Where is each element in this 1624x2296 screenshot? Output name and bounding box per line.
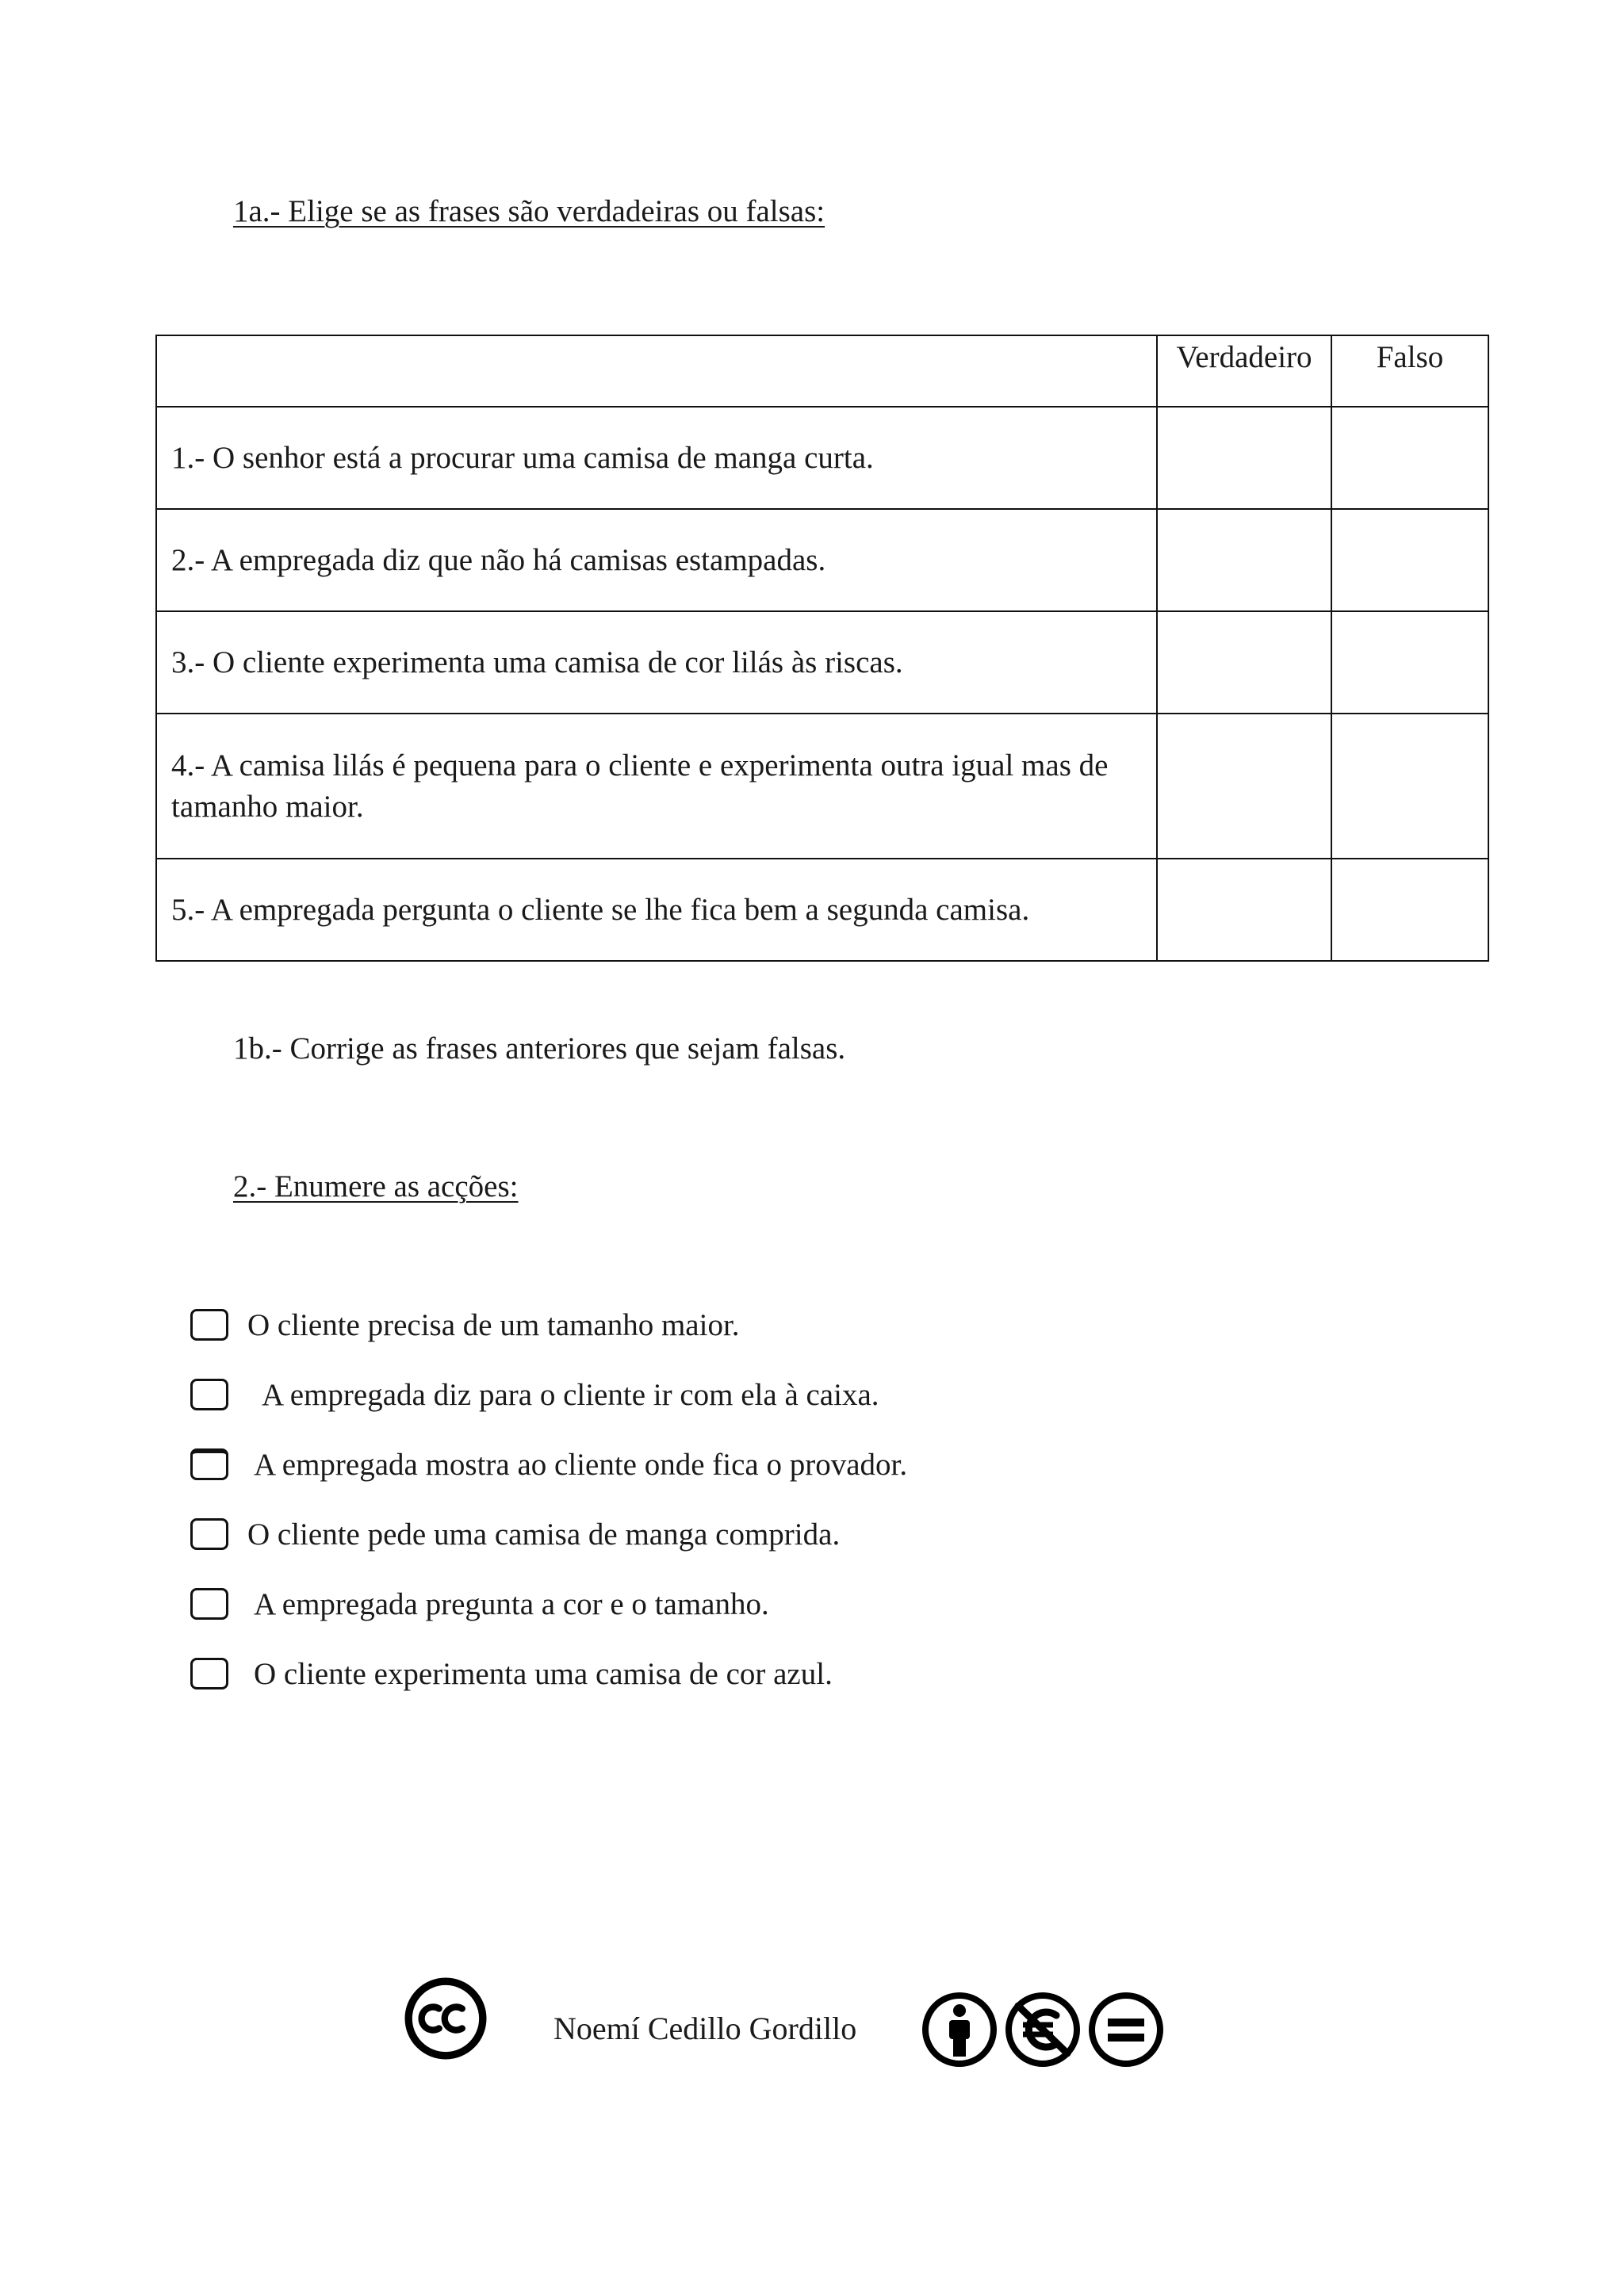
true-column-header: Verdadeiro — [1157, 335, 1331, 407]
false-column-header: Falso — [1331, 335, 1488, 407]
section-1b-instruction: 1b.- Corrige as frases anteriores que sejam falsas. — [233, 1031, 846, 1066]
action-item — [190, 1375, 879, 1414]
action-item — [190, 1584, 769, 1624]
creative-commons-icon — [404, 1977, 487, 2060]
false-answer-cell[interactable] — [1331, 407, 1488, 509]
table-row — [156, 714, 1488, 859]
false-answer-cell[interactable] — [1331, 611, 1488, 714]
statement-text: 4.- A camisa lilás é pequena para o cliente e experimenta outra igual mas de tamanho maior. — [156, 714, 1157, 859]
section-1a-heading: 1a.- Elige se as frases são verdadeiras ou falsas: — [233, 194, 825, 228]
statement-text: 3.- O cliente experimenta uma camisa de cor lilás às riscas. — [156, 611, 1157, 714]
table-row — [156, 407, 1488, 509]
author-name: Noemí Cedillo Gordillo — [553, 2011, 857, 2046]
section-2-heading: 2.- Enumere as acções: — [233, 1169, 519, 1203]
license-icons — [920, 1990, 1166, 2069]
action-text: O cliente precisa de um tamanho maior. — [247, 1307, 740, 1342]
action-text: O cliente experimenta uma camisa de cor azul. — [254, 1656, 833, 1691]
action-text: A empregada diz para o cliente ir com ela à caixa. — [262, 1377, 879, 1412]
table-header-row — [156, 335, 1488, 407]
attribution-icon — [925, 1996, 994, 2064]
statement-text: 5.- A empregada pergunta o cliente se lhe fica bem a segunda camisa. — [156, 859, 1157, 961]
no-derivatives-icon — [1092, 1996, 1160, 2064]
table-row — [156, 509, 1488, 611]
order-checkbox[interactable] — [190, 1518, 228, 1550]
order-checkbox[interactable] — [190, 1448, 228, 1480]
order-checkbox[interactable] — [190, 1309, 228, 1341]
action-item — [190, 1305, 740, 1345]
action-item — [190, 1654, 833, 1693]
false-answer-cell[interactable] — [1331, 714, 1488, 859]
action-text: O cliente pede uma camisa de manga comprida. — [247, 1517, 841, 1552]
true-answer-cell[interactable] — [1157, 509, 1331, 611]
true-false-table — [155, 335, 1489, 962]
action-item — [190, 1514, 840, 1554]
true-answer-cell[interactable] — [1157, 407, 1331, 509]
order-checkbox[interactable] — [190, 1658, 228, 1689]
table-row — [156, 859, 1488, 961]
order-checkbox[interactable] — [190, 1588, 228, 1620]
statement-header — [156, 335, 1157, 407]
statement-text: 2.- A empregada diz que não há camisas estampadas. — [156, 509, 1157, 611]
true-answer-cell[interactable] — [1157, 714, 1331, 859]
true-answer-cell[interactable] — [1157, 859, 1331, 961]
action-text: A empregada pregunta a cor e o tamanho. — [254, 1586, 769, 1621]
order-checkbox[interactable] — [190, 1379, 228, 1410]
statement-text: 1.- O senhor está a procurar uma camisa de manga curta. — [156, 407, 1157, 509]
table-row — [156, 611, 1488, 714]
false-answer-cell[interactable] — [1331, 509, 1488, 611]
true-answer-cell[interactable] — [1157, 611, 1331, 714]
non-commercial-icon — [1009, 1996, 1077, 2064]
action-text: A empregada mostra ao cliente onde fica o provador. — [254, 1447, 908, 1482]
false-answer-cell[interactable] — [1331, 859, 1488, 961]
action-item — [190, 1445, 907, 1484]
